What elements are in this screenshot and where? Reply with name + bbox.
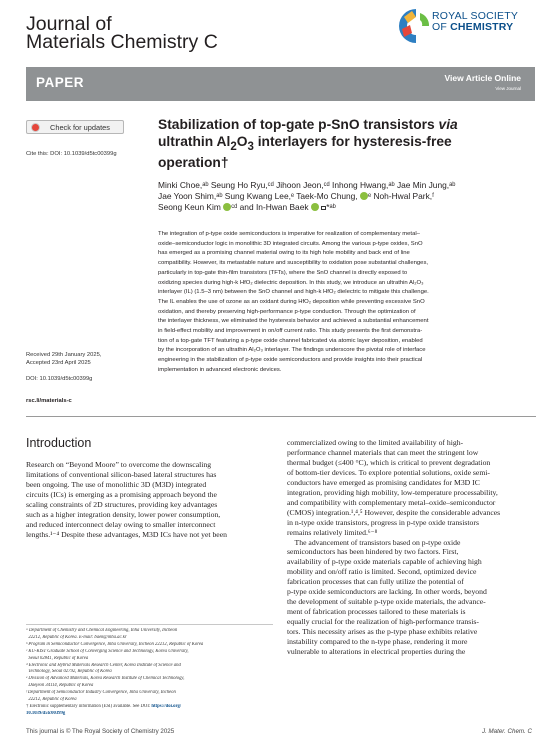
title-line3: operation† <box>158 154 229 170</box>
body-line: been ongoing. The use of monolithic 3D (M3D) integrated <box>26 479 207 489</box>
title-line2-a: ultrathin Al <box>158 133 231 149</box>
footnote-line: Daejeon 34114, Republic of Korea <box>26 683 94 689</box>
body-line: of bottom-tier devices. To explore potential solutions, oxide semi- <box>287 467 490 477</box>
abstract-line: tion of a top-gate TFT featuring a p-type oxide channel fabricated via atomic layer deposition, enabled <box>158 337 423 344</box>
journal-title-line2: Materials Chemistry C <box>26 31 218 53</box>
abstract-line: The IL enables the use of ozone as an oxidant during HfO₂ deposition while preventing excessive SnO <box>158 298 425 305</box>
body-line: performance channel materials that can meet the stringent low <box>287 447 479 457</box>
publisher-line2-bold: CHEMISTRY <box>450 21 514 33</box>
footnote-line: Seoul 02841, Republic of Korea <box>26 655 89 661</box>
body-line: conductors have emerged as promising candidates for M3D IC <box>287 477 480 487</box>
section-divider <box>26 416 536 417</box>
view-journal-link[interactable]: View Journal <box>495 86 521 91</box>
abstract-line: oxidation, and thereby preserving high-performance p-type conduction. Through the optimization of <box>158 308 416 315</box>
abstract-line: in field-effect mobility and improvement in on/off current ratio. This study presents the first demonstra- <box>158 328 423 335</box>
footnote-line: 22212, Republic of Korea <box>26 697 77 703</box>
rsc-short-link[interactable]: rsc.li/materials-c <box>26 398 72 404</box>
body-line: (CMOS) integration.¹,⁴,⁵ However, despite the considerable advances <box>287 507 501 517</box>
publisher-name <box>432 11 518 33</box>
authors-line1: Minki Choe,ᵃᵇ Seung Ho Ryu,ᶜᵈ Jihoon Jeon,ᶜᵈ Inhong Hwang,ᵃᵇ Jae Min Jung,ᵃᵇ <box>158 180 456 190</box>
body-line: Research on “Beyond Moore” to overcome the downscaling <box>26 460 212 469</box>
body-line: The advancement of transistors based on p-type oxide <box>287 537 461 547</box>
footnote-line: ᵉ Division of Advanced Materials, Korea Research Institute of Chemical Technology, <box>26 676 185 682</box>
footnote-line: 22212, Republic of Korea. E-mail: baek@inha.ac.kr <box>26 634 127 640</box>
abstract-line: The integration of p-type oxide semiconductors is imperative for realization of complementary metal– <box>158 231 420 237</box>
author-list <box>158 180 542 213</box>
footnote-line: ᶠ Department of Semiconductor Industry Convergence, Inha University, Incheon <box>26 690 176 696</box>
body-line: semiconductors has been hindered by two factors. First, <box>287 547 459 557</box>
esi-note-cont <box>26 711 273 718</box>
authors-line2-end: ᵉ Noh-Hwal Park,ᶠ <box>368 191 434 201</box>
abstract-line: by the incorporation of an ultrathin Al₂O₃ interlayer. The findings underscore the pivotal role of interface <box>158 347 426 354</box>
orcid-icon[interactable] <box>223 203 231 211</box>
body-line: vulnerable to alterations in electrical properties during the <box>287 647 466 657</box>
body-line: equally crucial for the realization of high-performance transis- <box>287 617 479 627</box>
body-line: ment of fabrication processes tailored to these materials is <box>287 607 466 617</box>
abstract-line: oxide–semiconductor logic in monolithic 3D integrated circuits. Among the various p-type oxides, SnO <box>158 240 423 247</box>
title-sub-2: 2 <box>230 140 237 153</box>
footnote-line: ᵈ Electronic and Hybrid Materials Research Center, Korea Institute of Science and <box>26 662 181 668</box>
footnote-line: ᵇ Program in Semiconductor Convergence, Inha University, Incheon 22212, Republic of Korea <box>26 641 204 647</box>
footnote-line: Technology, Seoul 02792, Republic of Korea <box>26 669 112 675</box>
body-line: such as a higher integration density, lower power consumption, <box>26 509 221 519</box>
introduction-right-column <box>287 438 536 657</box>
body-line: fabrication processes that can fully utilize the potential of <box>287 577 464 587</box>
abstract-line: particularly in top-gate thin-film transistors (TFTs), where the SnO channel is directly exposed to <box>158 269 408 276</box>
introduction-left-column <box>26 460 273 540</box>
body-line: in n-type oxide transistors, progress in p-type oxide transistors <box>287 517 479 527</box>
esi-note-text: † Electronic supplementary information (ESI) available. See DOI: <box>26 703 152 709</box>
body-line: limitations of conventional silicon-based lateral structures has <box>26 469 217 479</box>
body-line: circuits (ICs) is emerging as a promising approach beyond the <box>26 489 217 499</box>
body-line: the development of suitable p-type oxide materials, the advance- <box>287 597 486 607</box>
journal-title <box>26 15 218 51</box>
article-dates <box>26 352 101 367</box>
abstract-line: oxidizing species during high-k HfO₂ dielectric deposition. In this study, we introduce an ultrathin Al₂O₃ <box>158 279 424 286</box>
orcid-icon[interactable] <box>360 192 368 200</box>
body-line: p-type oxide semiconductors are lacking. In other words, beyond <box>287 587 487 597</box>
article-doi: DOI: 10.1039/d5tc00399g <box>26 376 93 382</box>
view-article-online-link[interactable]: View Article Online <box>444 73 521 83</box>
abstract-line: engineering in the stabilization of p-type oxide semiconductors and provide insights into their practical <box>158 357 423 364</box>
footnote-line: ᵃ Department of Chemistry and Chemical Engineering, Inha University, Incheon <box>26 628 178 633</box>
esi-doi-link[interactable]: https://doi.org/ <box>151 703 182 709</box>
copyright-footer: This journal is © The Royal Society of Chemistry 2025 <box>26 728 175 735</box>
authors-line3: Seong Keun Kim <box>158 202 221 212</box>
affiliation-footnotes <box>26 628 273 718</box>
title-line1: Stabilization of top-gate p-SnO transistors <box>158 117 439 132</box>
body-line: availability of p-type oxide materials capable of achieving high <box>287 557 482 567</box>
check-for-updates-label: Check for updates <box>50 123 110 132</box>
cite-this: Cite this: DOI: 10.1039/d5tc00399g <box>26 151 117 157</box>
abstract-line: interlayer (IL) (1.5–3 nm) between the SnO channel and high-k HfO₂ dielectric to mitigate this challenge. <box>158 289 429 296</box>
check-for-updates-button[interactable] <box>26 120 124 134</box>
body-line: and reduced interconnect delay owing to smaller interconnect <box>26 519 216 529</box>
orcid-icon[interactable] <box>311 203 319 211</box>
title-line2-b: O <box>236 133 248 149</box>
body-line: lengths.¹⁻⁴ Despite these advantages, M3D ICs have not yet been <box>26 529 227 539</box>
authors-line3-mid: ᶜᵈ and In-Hwan Baek <box>231 202 309 212</box>
body-line: and compatibility with complementary metal–oxide–semiconductor <box>287 497 496 507</box>
body-line: commercialized owing to the limited availability of high- <box>287 438 464 447</box>
footnote-line: ᶜ KU-KIST Graduate School of Converging Science and Technology, Korea University, <box>26 648 189 654</box>
received-date: Received 29th January 2025, <box>26 352 102 358</box>
abstract-line: compatibility. However, its metastable nature and susceptibility to oxidation pose substantial challenges, <box>158 260 429 267</box>
crossmark-icon <box>31 123 40 132</box>
body-line: mobility and on/off ratio is limited. Second, optimized device <box>287 567 477 577</box>
title-via: via <box>438 117 458 132</box>
publisher-line2-prefix: OF <box>432 21 451 33</box>
journal-title-line1: Journal of <box>26 13 112 35</box>
abstract-line: the interlayer thickness, we eliminated the hysteresis behavior and achieved a substantial enhancement <box>158 318 429 325</box>
body-line: remains relatively limited.⁶⁻⁸ <box>287 527 378 537</box>
article-title <box>158 117 538 171</box>
esi-doi-link-cont[interactable]: 10.1039/d5tc00399g <box>26 710 66 716</box>
paper-banner <box>26 67 535 101</box>
body-line: scaling constraints of 2D structures, providing key advantages <box>26 499 218 509</box>
body-line: instability compared to the n-type phase, rendering it more <box>287 637 468 647</box>
body-line: thermal budget (≤400 °C), which is critical to prevent degradation <box>287 457 491 467</box>
title-line2-c: interlayers for hysteresis-free <box>253 133 452 149</box>
abstract-line: has emerged as a promising channel material owing to its high hole mobility and back end of line <box>158 250 410 257</box>
journal-abbrev-footer: J. Mater. Chem. C <box>482 728 532 735</box>
publisher-line1: ROYAL SOCIETY <box>432 10 519 22</box>
body-line: tors. This necessity arises as the p-type phase exhibits relative <box>287 627 478 637</box>
footnote-divider <box>26 624 273 625</box>
abstract <box>158 230 539 376</box>
accepted-date: Accepted 23rd April 2025 <box>26 359 91 366</box>
body-line: integration, providing high mobility, low-temperature processability, <box>287 487 498 497</box>
authors-line2: Jae Yoon Shim,ᵃᵇ Sung Kwang Lee,ᵉ Taek-Mo Chung, <box>158 191 358 201</box>
authors-line3-end: *ᵃᵇ <box>326 202 336 212</box>
esi-note <box>26 704 273 711</box>
introduction-heading: Introduction <box>26 436 92 450</box>
abstract-line: implementation in advanced electronic devices. <box>158 366 282 373</box>
article-type-label: PAPER <box>36 75 85 90</box>
title-sub-3: 3 <box>247 140 254 153</box>
